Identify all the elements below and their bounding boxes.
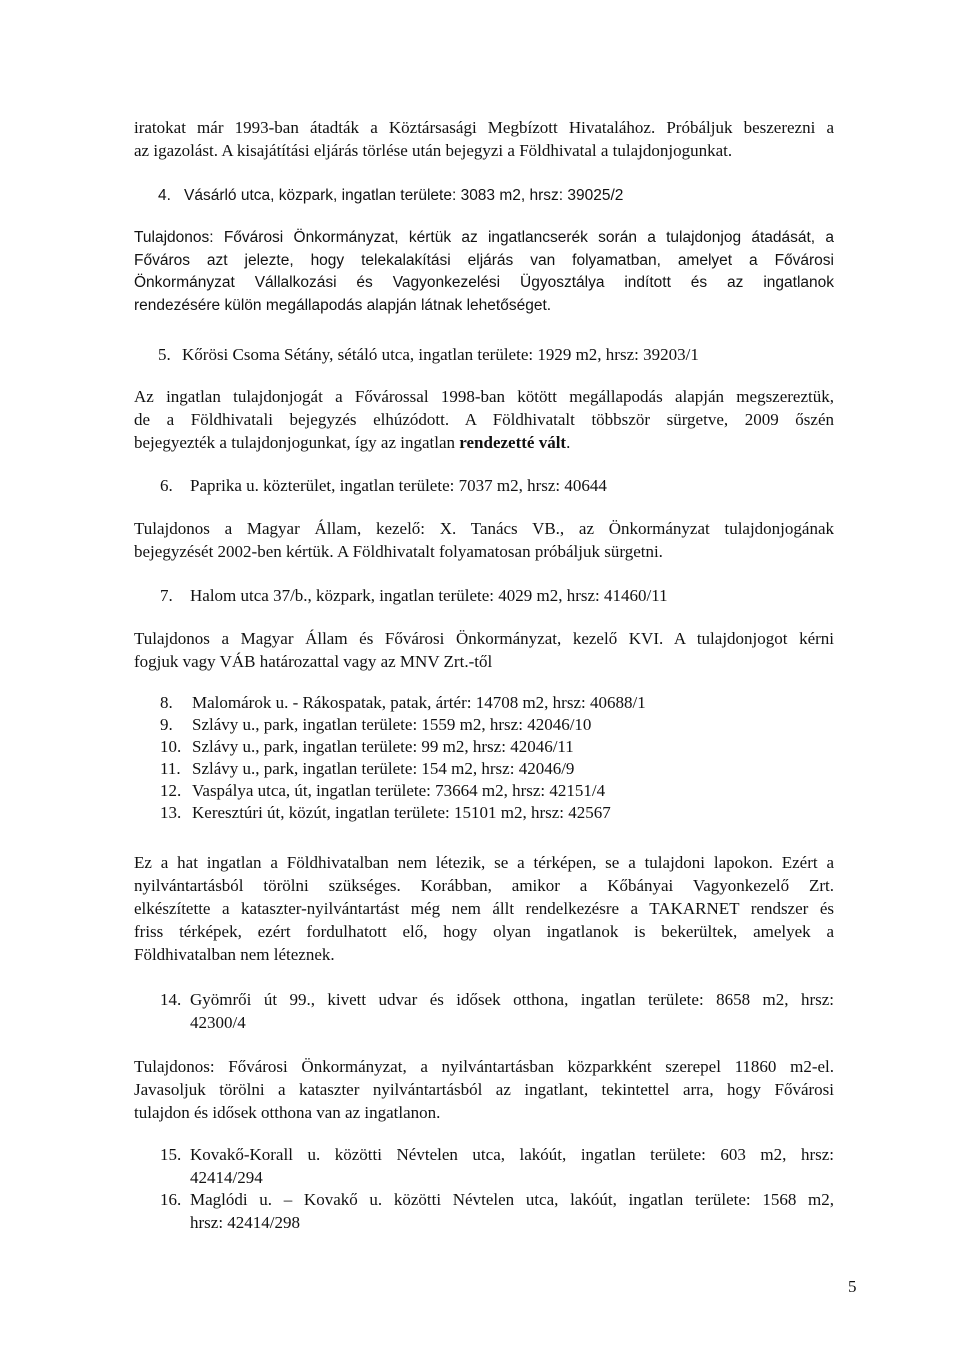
item-line: 42300/4 [190,1013,246,1032]
item-number: 9. [160,715,173,734]
item-16 [160,1188,834,1234]
item-text: Szlávy u., park, ingatlan területe: 154 m2, hrsz: 42046/9 [192,759,575,778]
list-item [160,758,646,780]
item-text [190,1188,834,1234]
item-7-body [134,627,834,673]
item-number: 11. [160,759,181,778]
body-line: friss térképek, ezért fordulhatott elő, hogy olyan ingatlanok is bekerültek, amelyek a [134,922,834,941]
body-line: de a Földhivatali bejegyzés elhúzódott. A Földhivatalt többször sürgetve, 2009 őszén [134,410,834,429]
item-text: Vaspálya utca, út, ingatlan területe: 73664 m2, hrsz: 42151/4 [192,781,606,800]
body-line: Földhivatalban nem léteznek. [134,945,335,964]
emphasis-text: rendezetté vált [459,433,567,452]
item-text: Keresztúri út, közút, ingatlan területe: 15101 m2, hrsz: 42567 [192,803,611,822]
item-number: 5. [158,345,171,364]
body-line: Tulajdonos a Magyar Állam és Fővárosi Önkormányzat, kezelő KVI. A tulajdonjogot kérni [134,629,834,648]
item-number: 15. [160,1145,182,1164]
item-line: Maglódi u. – Kovakő u. közötti Névtelen utca, lakóút, ingatlan területe: 1568 m2, [190,1190,834,1209]
item-4-heading [158,184,623,207]
list-item [160,714,646,736]
item-heading-text: Paprika u. közterület, ingatlan területe: 7037 m2, hrsz: 40644 [190,476,607,495]
item-number: 13. [160,803,182,822]
body-line: fogjuk vagy VÁB határozattal vagy az MNV Zrt.-től [134,652,493,671]
page-number: 5 [848,1277,857,1296]
item-6-heading [160,474,607,497]
item-line: Gyömrői út 99., kivett udvar és idősek otthona, ingatlan területe: 8658 m2, hrsz: [190,990,834,1009]
item-number: 4. [158,187,171,204]
item-7-heading [160,584,668,607]
body-line: Ez a hat ingatlan a Földhivatalban nem létezik, se a térképen, se a tulajdoni lapokon. Ezért a [134,853,834,872]
item-number: 6. [160,476,173,495]
item-14 [160,988,834,1034]
item-text: Szlávy u., park, ingatlan területe: 99 m2, hrsz: 42046/11 [192,737,574,756]
list-item [160,692,646,714]
body-line: Javasoljuk törölni a kataszter nyilvántartásból az ingatlant, tekintettel arra, hogy Fővárosi [134,1080,834,1099]
item-line: Kovakő-Korall u. közötti Névtelen utca, lakóút, ingatlan területe: 603 m2, hrsz: [190,1145,834,1164]
list-item [160,736,646,758]
parcel-list [160,692,646,824]
body-line: tulajdon és idősek otthona van az ingatlanon. [134,1103,441,1122]
list-note-paragraph [134,851,834,966]
body-line: rendezésére külön megállapodás alapján látnak lehetőséget. [134,296,552,314]
item-5-body [134,385,834,454]
item-number: 14. [160,990,182,1009]
body-line: Az ingatlan tulajdonjogát a Fővárossal 1998-ban kötött megállapodás alapján megszereztük, [134,387,834,406]
body-text: . [566,433,571,452]
intro-paragraph [134,116,834,162]
item-heading-text: Vásárló utca, közpark, ingatlan területe: 3083 m2, hrsz: 39025/2 [184,187,624,204]
list-item [160,780,646,802]
body-line: bejegyzését 2002-ben kértük. A Földhivatalt folyamatosan próbáljuk sürgetni. [134,542,663,561]
item-4-body [134,227,834,317]
item-text [190,1143,834,1189]
body-line [134,431,834,454]
intro-line: iratokat már 1993-ban átadták a Köztársasági Megbízott Hivatalához. Próbáljuk beszerezni a [134,118,834,137]
body-line: elkészítette a kataszter-nyilvántartást még nem állt rendelkezésre a TAKARNET rendszer és [134,899,834,918]
body-line: Önkormányzat Vállalkozási és Vagyonkezelési Ügyosztálya indított és az ingatlanok [134,274,834,291]
body-line: Tulajdonos: Fővárosi Önkormányzat, kértük az ingatlancserék során a tulajdonjog átadását, a [134,229,834,246]
item-number: 7. [160,586,173,605]
item-line: hrsz: 42414/298 [190,1213,301,1232]
item-14-note [134,1055,834,1124]
item-5-heading [158,343,699,366]
intro-line: az igazolást. A kisajátítási eljárás törlése után bejegyzi a Földhivatal a tulajdonjogunkat. [134,141,733,160]
item-text: Malomárok u. - Rákospatak, patak, ártér: 14708 m2, hrsz: 40688/1 [192,693,646,712]
body-line: Tulajdonos: Fővárosi Önkormányzat, a nyilvántartásban közparkként szerepel 11860 m2-el. [134,1057,834,1076]
item-number: 16. [160,1190,182,1209]
body-line: nyilvántartásból törölni szükséges. Korábban, amikor a Kőbányai Vagyonkezelő Zrt. [134,876,834,895]
body-text: bejegyezték a tulajdonjogunkat, így az ingatlan [134,433,460,452]
item-6-body [134,517,834,563]
item-heading-text: Kőrösi Csoma Sétány, sétáló utca, ingatlan területe: 1929 m2, hrsz: 39203/1 [182,345,699,364]
item-text: Szlávy u., park, ingatlan területe: 1559 m2, hrsz: 42046/10 [192,715,592,734]
body-line: Főváros azt jelezte, hogy telekalakítási eljárás van folyamatban, amelyet a Fővárosi [134,251,834,269]
list-item [160,802,646,824]
item-text [190,988,834,1034]
item-heading-text: Halom utca 37/b., közpark, ingatlan területe: 4029 m2, hrsz: 41460/11 [190,586,668,605]
item-line: 42414/294 [190,1168,263,1187]
item-number: 10. [160,737,182,756]
item-15 [160,1143,834,1189]
item-number: 8. [160,693,173,712]
body-line: Tulajdonos a Magyar Állam, kezelő: X. Tanács VB., az Önkormányzat tulajdonjogának [134,519,834,538]
item-number: 12. [160,781,182,800]
